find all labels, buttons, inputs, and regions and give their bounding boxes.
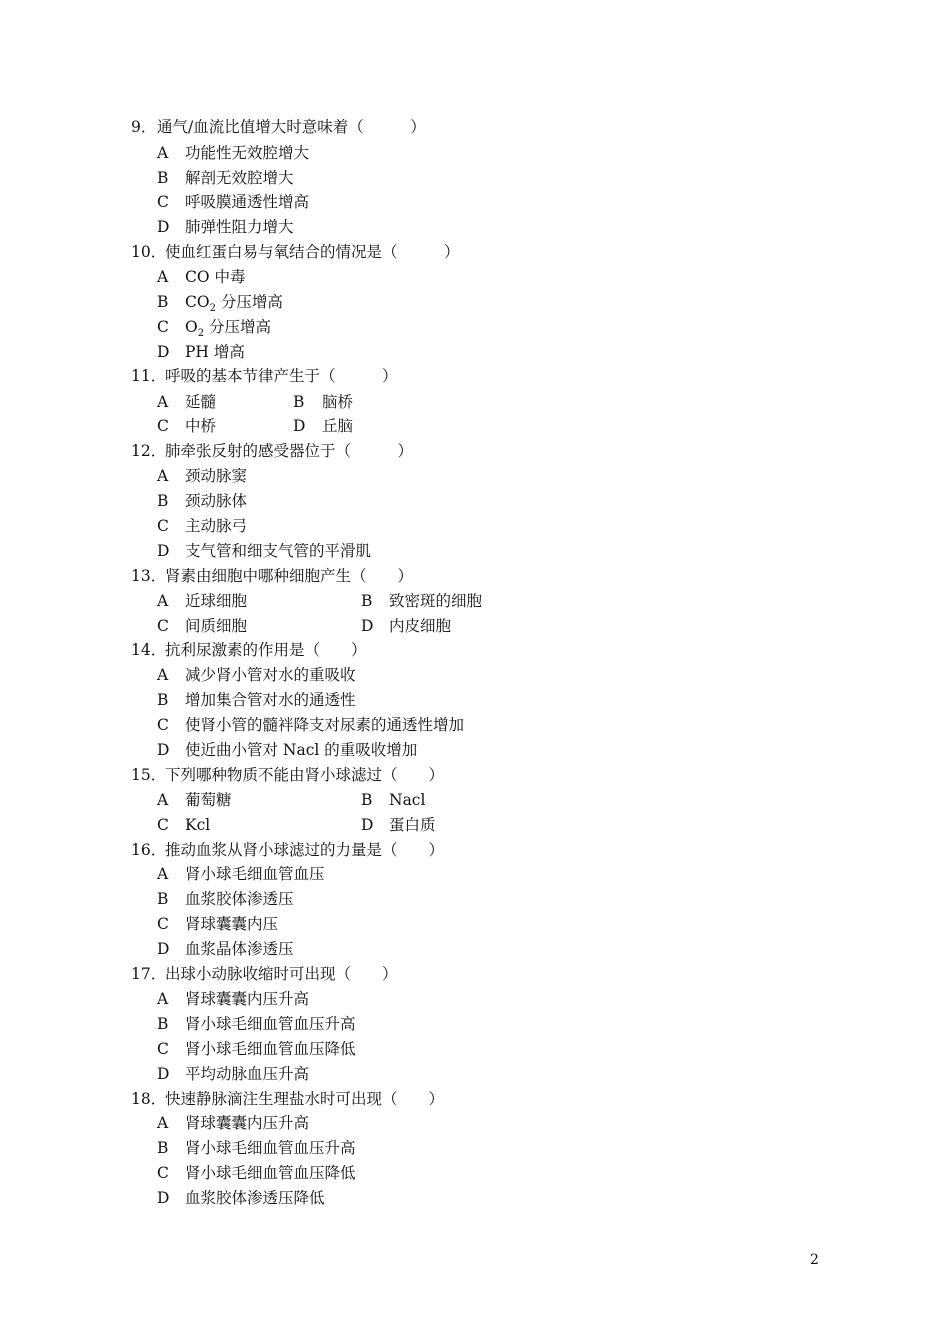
option-letter: A	[157, 467, 169, 485]
option-text: 肾球囊囊内压升高	[185, 990, 310, 1008]
option-text: PH 增高	[185, 343, 245, 361]
option-letter: D	[293, 417, 306, 435]
option-text: 肺弹性阻力增大	[185, 218, 294, 236]
option-text: 肾小球毛细血管血压升高	[185, 1015, 356, 1033]
option-text: 肾小球毛细血管血压升高	[185, 1139, 356, 1157]
option-letter: D	[157, 940, 170, 958]
option-text: 功能性无效腔增大	[185, 144, 310, 162]
option-letter: C	[157, 1040, 169, 1058]
question-number: 12．	[131, 442, 167, 460]
question-text: 出球小动脉收缩时可出现（ ）	[165, 965, 398, 983]
option-letter: C	[157, 617, 169, 635]
option-text: 使肾小管的髓袢降支对尿素的通透性增加	[185, 716, 465, 734]
option-letter: A	[157, 592, 169, 610]
question-text: 肾素由细胞中哪种细胞产生（ ）	[165, 567, 414, 585]
option-text: 肾球囊囊内压	[185, 915, 279, 933]
option-text: 间质细胞	[185, 617, 248, 635]
option-text: 主动脉弓	[185, 517, 248, 535]
option-text: 使近曲小管对 Nacl 的重吸收增加	[185, 741, 418, 759]
option-letter: B	[157, 293, 169, 311]
question-number: 16．	[131, 841, 167, 859]
option-letter: D	[157, 741, 170, 759]
option-letter: C	[157, 816, 169, 834]
option-letter: B	[361, 791, 373, 809]
formula-base: CO	[185, 293, 210, 311]
option-text: 减少肾小管对水的重吸收	[185, 666, 356, 684]
option-letter: A	[157, 990, 169, 1008]
option-letter: A	[157, 666, 169, 684]
option-letter: B	[157, 1139, 169, 1157]
option-letter: B	[157, 1015, 169, 1033]
option-letter: C	[157, 716, 169, 734]
option-text: 肾小球毛细血管血压降低	[185, 1040, 356, 1058]
option-text	[185, 315, 271, 339]
option-letter: D	[361, 816, 374, 834]
formula-rest: 分压增高	[204, 318, 272, 336]
question-number: 17．	[131, 965, 167, 983]
option-letter: C	[157, 417, 169, 435]
option-text: 呼吸膜通透性增高	[185, 193, 310, 211]
option-text: 蛋白质	[389, 816, 436, 834]
formula-base: O	[185, 318, 198, 336]
option-letter: A	[157, 1114, 169, 1132]
question-text: 呼吸的基本节律产生于（ ）	[165, 367, 398, 385]
option-text: 内皮细胞	[389, 617, 452, 635]
option-text: 延髓	[185, 393, 217, 411]
question-text: 肺牵张反射的感受器位于（ ）	[165, 442, 414, 460]
question-text: 通气/血流比值增大时意味着（ ）	[157, 118, 426, 136]
option-text: 致密斑的细胞	[389, 592, 483, 610]
option-text: 脑桥	[322, 393, 354, 411]
option-letter: A	[157, 268, 169, 286]
option-letter: A	[157, 791, 169, 809]
formula-subscript: 2	[209, 303, 216, 314]
option-text: 血浆胶体渗透压降低	[185, 1189, 325, 1207]
question-number: 9．	[131, 118, 157, 136]
option-letter: D	[157, 542, 170, 560]
question-number: 11．	[131, 367, 167, 385]
option-text: 颈动脉体	[185, 492, 248, 510]
question-number: 10．	[131, 243, 167, 261]
option-letter: C	[157, 318, 169, 336]
option-text: 中桥	[185, 417, 217, 435]
option-letter: D	[157, 1189, 170, 1207]
question-text: 抗利尿激素的作用是（ ）	[165, 641, 367, 659]
option-letter: B	[157, 492, 169, 510]
option-letter: D	[361, 617, 374, 635]
page-number: 2	[810, 1252, 819, 1268]
question-text: 推动血浆从肾小球滤过的力量是（ ）	[165, 841, 445, 859]
option-letter: D	[157, 1065, 170, 1083]
question-number: 15．	[131, 766, 167, 784]
option-text: 葡萄糖	[185, 791, 232, 809]
option-letter: B	[157, 691, 169, 709]
option-text: CO 中毒	[185, 268, 246, 286]
option-text: 肾球囊囊内压升高	[185, 1114, 310, 1132]
question-text: 使血红蛋白易与氧结合的情况是（ ）	[165, 243, 460, 261]
formula-subscript: 2	[197, 328, 205, 339]
option-text: 增加集合管对水的通透性	[185, 691, 356, 709]
question-number: 18．	[131, 1090, 167, 1108]
formula-rest: 分压增高	[215, 293, 283, 311]
option-letter: A	[157, 393, 169, 411]
option-text: 近球细胞	[185, 592, 248, 610]
option-letter: C	[157, 915, 169, 933]
option-text: Nacl	[389, 791, 426, 809]
option-text: 肾小球毛细血管血压	[185, 865, 325, 883]
question-text: 下列哪种物质不能由肾小球滤过（ ）	[165, 766, 445, 784]
option-letter: B	[157, 890, 169, 908]
option-letter: B	[157, 169, 169, 187]
option-letter: D	[157, 343, 170, 361]
question-text: 快速静脉滴注生理盐水时可出现（ ）	[165, 1090, 445, 1108]
option-text: 支气管和细支气管的平滑肌	[185, 542, 372, 560]
option-letter: D	[157, 218, 170, 236]
option-text: 平均动脉血压升高	[185, 1065, 310, 1083]
option-text	[185, 290, 283, 314]
option-text: 肾小球毛细血管血压降低	[185, 1164, 356, 1182]
question-number: 14．	[131, 641, 167, 659]
option-text: 血浆胶体渗透压	[185, 890, 294, 908]
option-text: 解剖无效腔增大	[185, 169, 294, 187]
option-text: Kcl	[185, 816, 211, 834]
option-letter: B	[361, 592, 373, 610]
option-letter: A	[157, 865, 169, 883]
option-text: 丘脑	[322, 417, 354, 435]
option-text: 颈动脉窦	[185, 467, 248, 485]
question-number: 13．	[131, 567, 167, 585]
option-letter: C	[157, 1164, 169, 1182]
option-letter: C	[157, 517, 169, 535]
option-letter: C	[157, 193, 169, 211]
option-text: 血浆晶体渗透压	[185, 940, 294, 958]
option-letter: B	[293, 393, 305, 411]
option-letter: A	[157, 144, 169, 162]
